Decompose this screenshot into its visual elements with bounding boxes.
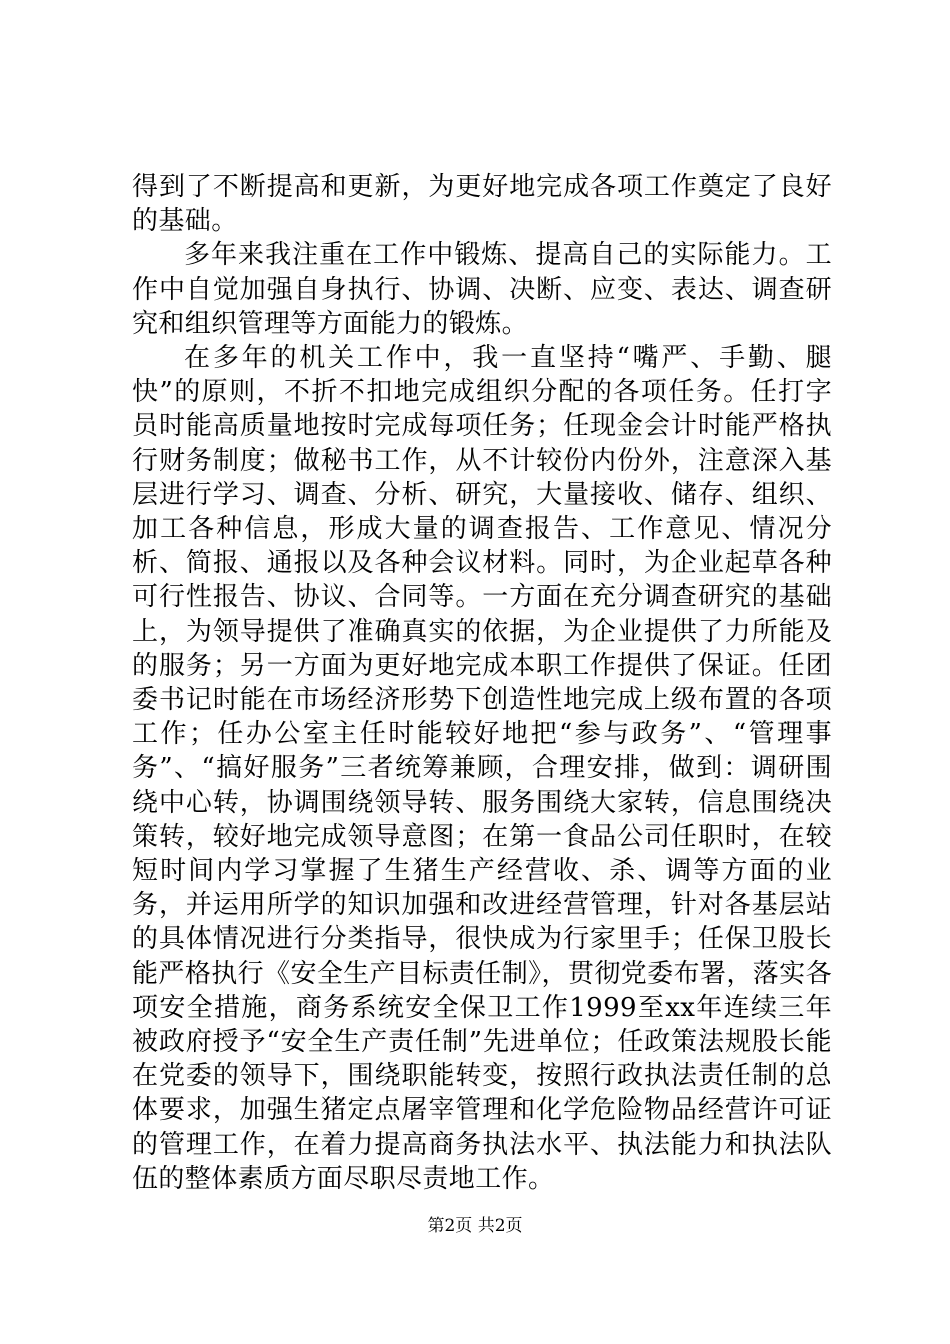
page-number: 第2页 共2页 <box>427 1216 523 1236</box>
paragraph-abilities: 多年来我注重在工作中锻炼、提高自己的实际能力。工作中自觉加强自身执行、协调、决断、应变、表达、调查研究和组织管理等方面能力的锻炼。 <box>132 240 832 339</box>
document-body <box>132 170 832 1196</box>
paragraph-continuation: 得到了不断提高和更新，为更好地完成各项工作奠定了良好的基础。 <box>132 172 832 237</box>
paragraph-work-history: 在多年的机关工作中，我一直坚持“嘴严、手勤、腿快”的原则，不折不扣地完成组织分配的各项任务。任打字员时能高质量地按时完成每项任务；任现金会计时能严格执行财务制度；做秘书工作，从不计较份内份外，注意深入基层进行学习、调查、分析、研究，大量接收、储存、组织、加工各种信息，形成大量的调查报告、工作意见、情况分析、简报、通报以及各种会议材料。同时，为企业起草各种可行性报告、协议、合同等。一方面在充分调查研究的基础上，为领导提供了准确真实的依据，为企业提供了力所能及的服务；另一方面为更好地完成本职工作提供了保证。任团委书记时能在市场经济形势下创造性地完成上级布置的各项工作；任办公室主任时能较好地把“参与政务”、“管理事务”、“搞好服务”三者统筹兼顾，合理安排，做到：调研围绕中心转，协调围绕领导转、服务围绕大家转，信息围绕决策转，较好地完成领导意图；在第一食品公司任职时，在较短时间内学习掌握了生猪生产经营收、杀、调等方面的业务，并运用所学的知识加强和改进经营管理，针对各基层站的具体情况进行分类指导，很快成为行家里手；任保卫股长能严格执行《安全生产目标责任制》，贯彻党委布署，落实各项安全措施，商务系统安全保卫工作1999至xx年连续三年被政府授予“安全生产责任制”先进单位；任政策法规股长能在党委的领导下，围绕职能转变，按照行政执法责任制的总体要求，加强生猪定点屠宰管理和化学危险物品经营许可证的管理工作，在着力提高商务执法水平、执法能力和执法队伍的整体素质方面尽职尽责地工作。 <box>132 343 832 1194</box>
page-footer <box>0 1214 950 1238</box>
